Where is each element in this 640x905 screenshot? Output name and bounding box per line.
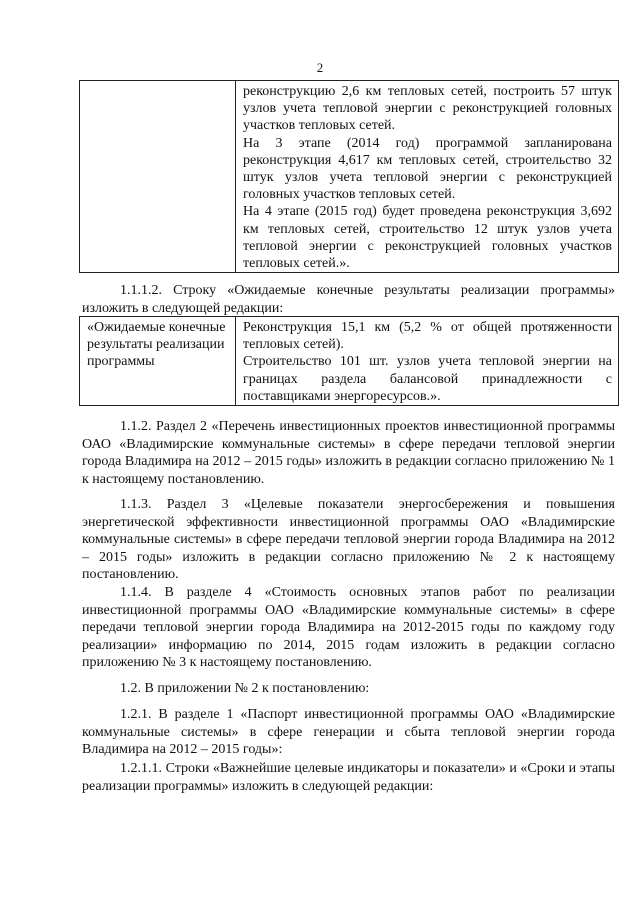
table-label-cell: «Ожидаемые конечные результаты реализации программы <box>80 317 236 406</box>
table-label-cell <box>80 81 236 273</box>
paragraph-1-1-4: 1.1.4. В разделе 4 «Стоимость основных этапов работ по реализации инвестиционной программы ОАО «Владимирские коммунальные системы» в сфере передачи тепловой энергии города Владимира на 2012-2015 годы по каждому году реализации» информацию по 2014, 2015 годам изложить в редакции согласно приложению № 3 к настоящему постановлению. <box>82 585 615 671</box>
paragraph-1-2: 1.2. В приложении № 2 к постановлению: <box>120 681 370 696</box>
paragraph-1-2-1: 1.2.1. В разделе 1 «Паспорт инвестиционной программы ОАО «Владимирские коммунальные системы» в сфере генерации и сбыта тепловой энергии города Владимира на 2012 – 2015 годы»: <box>82 707 615 758</box>
expected-results-table <box>79 316 619 406</box>
stage-4-text: На 4 этапе (2015 год) будет проведена реконструкция 3,692 км тепловых сетей, строительство 12 штук узлов учета тепловой энергии с реконструкцией головных участков тепловых сетей.». <box>243 204 612 272</box>
stage-3-text: На 3 этапе (2014 год) программой запланирована реконструкция 4,617 км тепловых сетей, строительство 32 штук узлов учета тепловой энергии с реконструкцией головных участков тепловых сетей. <box>243 135 612 203</box>
paragraph-1-1-3: 1.1.3. Раздел 3 «Целевые показатели энергосбережения и повышения энергетической эффективности инвестиционной программы ОАО «Владимирские коммунальные системы» в сфере передачи тепловой энергии города Владимира на 2012 – 2015 годы» изложить в редакции согласно приложению № 2 к настоящему постановлению. <box>82 497 615 583</box>
reconstruction-text: Реконструкция 15,1 км (5,2 % от общей протяженности тепловых сетей). <box>243 320 612 353</box>
construction-text: Строительство 101 шт. узлов учета тепловой энергии на границах раздела балансовой принадлежности с поставщиками энергоресурсов.». <box>243 354 612 404</box>
page-number: 2 <box>316 60 324 75</box>
program-table-continued <box>79 80 619 273</box>
paragraph-1-1-1-2: 1.1.1.2. Строку «Ожидаемые конечные результаты реализации программы» изложить в следующей редакции: <box>82 283 615 316</box>
paragraph-1-1-2: 1.1.2. Раздел 2 «Перечень инвестиционных проектов инвестиционной программы ОАО «Владимирские коммунальные системы» в сфере передачи тепловой энергии города Владимира на 2012 – 2015 годы» изложить в редакции согласно приложению № 1 к настоящему постановлению. <box>82 419 615 487</box>
table-value-cell <box>236 317 619 406</box>
table-value-cell <box>236 81 619 273</box>
paragraph-1-2-1-1: 1.2.1.1. Строки «Важнейшие целевые индикаторы и показатели» и «Сроки и этапы реализации программы» изложить в следующей редакции: <box>82 761 615 794</box>
stage-2-text: реконструкцию 2,6 км тепловых сетей, построить 57 штук узлов учета тепловой энергии с реконструкцией головных участков тепловых сетей. <box>243 84 612 134</box>
